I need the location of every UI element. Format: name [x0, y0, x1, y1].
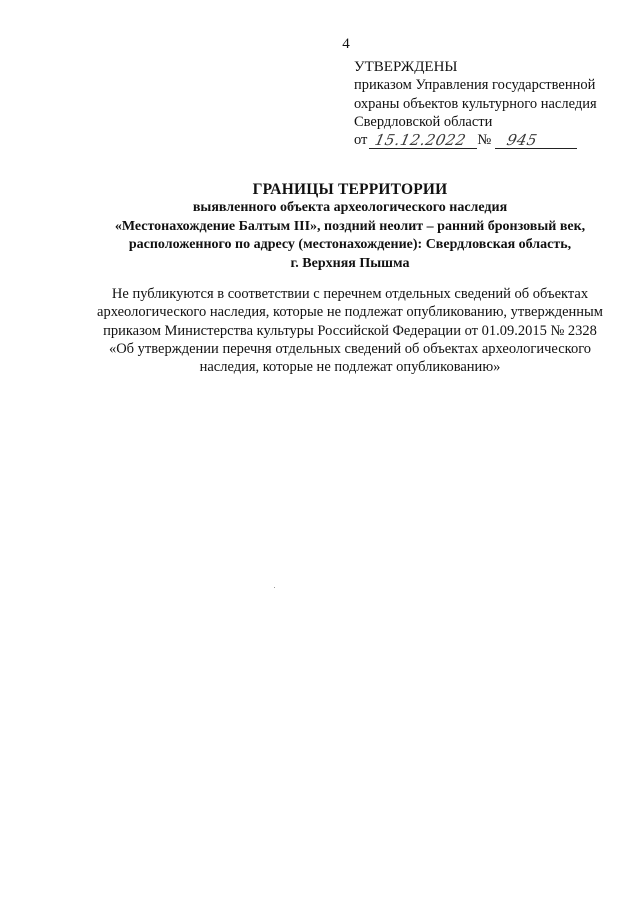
approval-line-3: Свердловской области — [354, 113, 493, 130]
order-line — [354, 131, 624, 149]
notice-line-3: приказом Министерства культуры Российской Федерации от 01.09.2015 № 2328 — [103, 322, 597, 339]
approval-title: УТВЕРЖДЕНЫ — [354, 59, 458, 75]
heading-line-3: расположенного по адресу (местонахождение): Свердловская область, — [128, 237, 572, 252]
handwritten-number: 945 — [505, 131, 540, 150]
number-sign: № — [477, 132, 492, 149]
approval-block — [354, 58, 624, 149]
heading-line-1: выявленного объекта археологического наследия — [192, 200, 508, 215]
approval-line-2: охраны объектов культурного наследия — [354, 95, 597, 112]
approval-line-1: приказом Управления государственной — [354, 77, 596, 94]
notice-line-5: наследия, которые не подлежат опубликованию» — [199, 359, 501, 376]
scan-speck — [274, 587, 275, 588]
heading-title: ГРАНИЦЫ ТЕРРИТОРИИ — [252, 181, 448, 198]
date-prefix: от — [354, 132, 368, 149]
date-field — [369, 133, 477, 149]
number-field — [495, 133, 577, 149]
notice-line-4: «Об утверждении перечня отдельных сведений об объектах археологического — [108, 340, 592, 357]
heading-line-2: «Местонахождение Балтым III», поздний неолит – ранний бронзовый век, — [114, 218, 586, 234]
handwritten-date: 15.12.2022 — [373, 131, 469, 150]
page-number: 4 — [342, 36, 350, 52]
document-heading — [60, 180, 640, 273]
notice-line-1: Не публикуются в соответствии с перечнем отдельных сведений об объектах — [111, 286, 589, 302]
notice-line-2: археологического наследия, которые не подлежат опубликованию, утвержденным — [97, 304, 603, 321]
non-publication-notice — [60, 285, 640, 376]
heading-line-4: г. Верхняя Пышма — [290, 255, 410, 271]
